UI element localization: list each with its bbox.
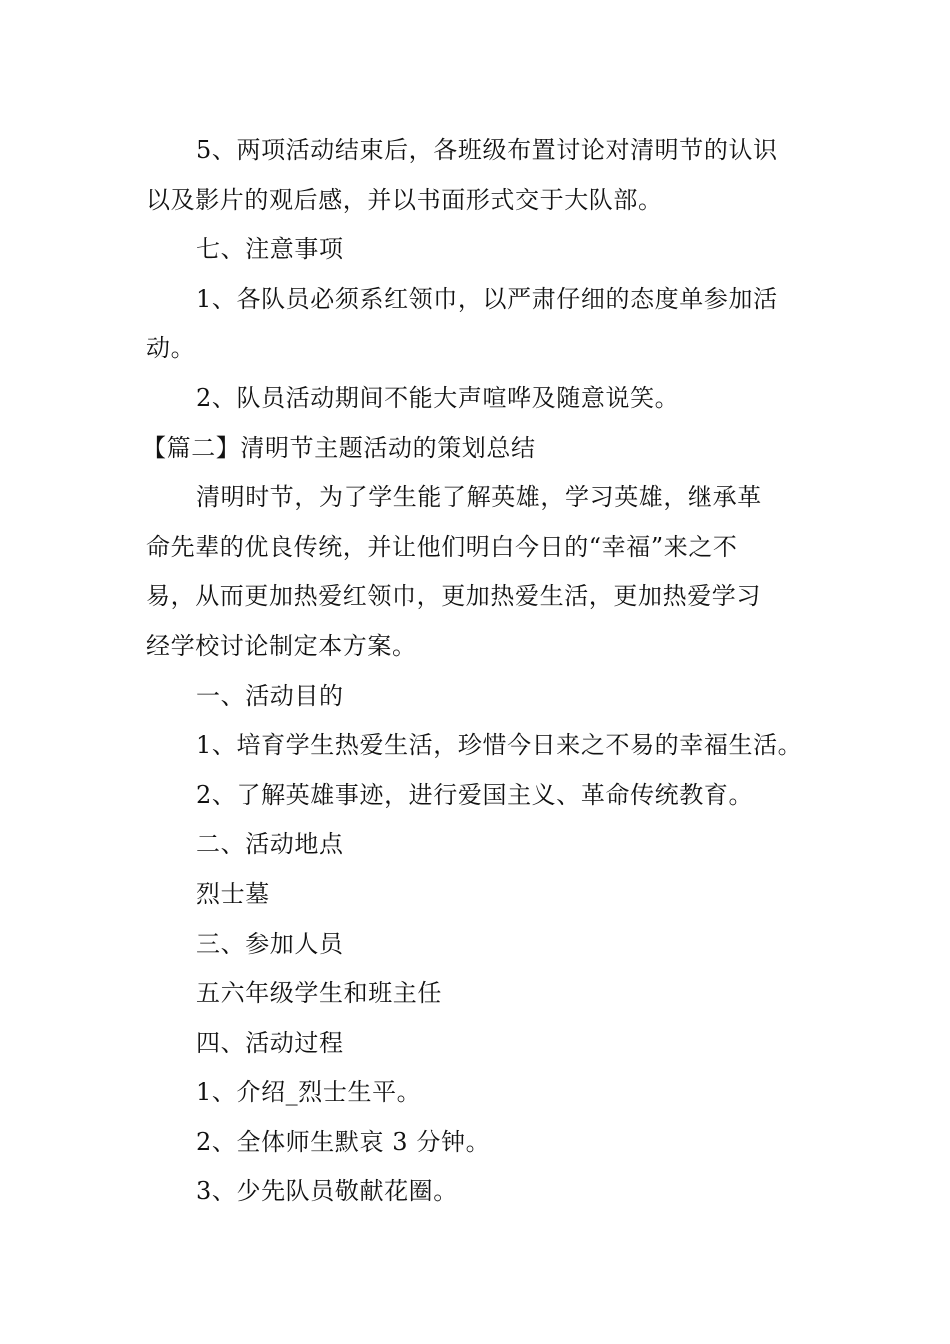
paragraph-line: 2、了解英雄事迹，进行爱国主义、革命传统教育。 bbox=[196, 780, 754, 809]
paragraph-line: 1、介绍_烈士生平。 bbox=[196, 1078, 422, 1107]
section-heading: 三、参加人员 bbox=[196, 929, 344, 958]
paragraph-line: 5、两项活动结束后，各班级布置讨论对清明节的认识 bbox=[196, 136, 778, 164]
document-body bbox=[142, 126, 810, 1217]
paragraph-line: 1、培育学生热爱生活，珍惜今日来之不易的幸福生活。 bbox=[196, 731, 803, 760]
paragraph-line: 2、队员活动期间不能大声喧哗及随意说笑。 bbox=[196, 383, 680, 412]
paragraph-line: 五六年级学生和班主任 bbox=[196, 979, 442, 1008]
paragraph-line: 3、少先队员敬献花圈。 bbox=[196, 1177, 458, 1206]
paragraph-line: 1、各队员必须系红领巾，以严肃仔细的态度单参加活 bbox=[196, 284, 778, 313]
paragraph-line: 2、全体师生默哀 3 分钟。 bbox=[196, 1127, 491, 1156]
section-heading: 二、活动地点 bbox=[196, 830, 344, 859]
section-heading: 四、活动过程 bbox=[196, 1028, 344, 1057]
section-heading: 一、活动目的 bbox=[196, 681, 344, 710]
paragraph-line: 易，从而更加热爱红领巾，更加热爱生活，更加热爱学习 bbox=[146, 582, 761, 611]
paragraph-line: 烈士墓 bbox=[196, 879, 270, 908]
paragraph-line: 命先辈的优良传统，并让他们明白今日的“幸福”来之不 bbox=[146, 532, 738, 561]
section-heading: 七、注意事项 bbox=[196, 235, 344, 264]
paragraph-line: 以及影片的观后感，并以书面形式交于大队部。 bbox=[146, 185, 663, 214]
chapter-title: 【篇二】清明节主题活动的策划总结 bbox=[142, 433, 536, 462]
paragraph-line: 动。 bbox=[146, 334, 196, 363]
paragraph-line: 经学校讨论制定本方案。 bbox=[146, 631, 417, 660]
paragraph-line: 清明时节，为了学生能了解英雄，学习英雄，继承革 bbox=[196, 483, 762, 512]
